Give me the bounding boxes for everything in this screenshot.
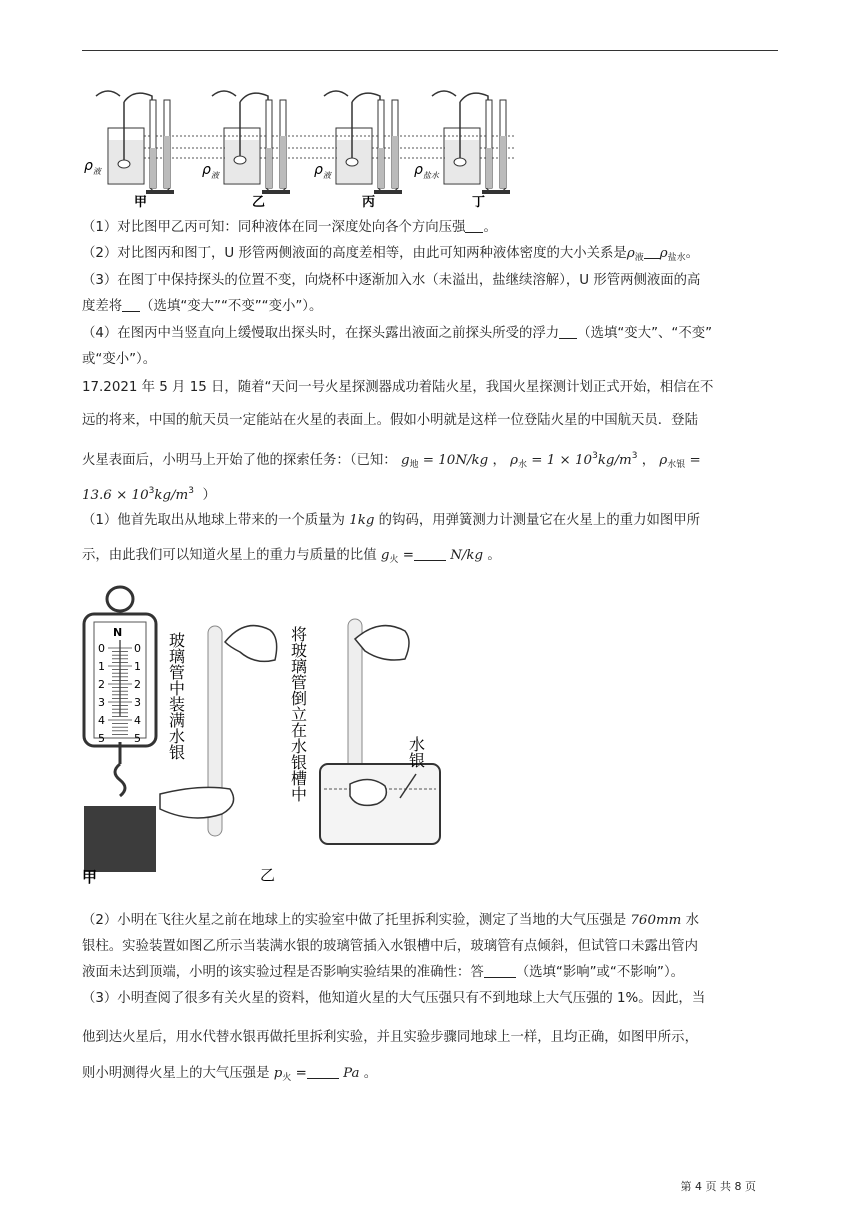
pressure-apparatus: [324, 91, 402, 194]
q17-sub1-line2: 示，由此我们可以知道火星上的重力与质量的比值 $g_火 = N/kg$ 。: [82, 548, 501, 565]
blank-q17-2[interactable]: [484, 963, 516, 978]
scale-tick-label-right: 3: [134, 696, 141, 709]
fig2-label-yi: 乙: [260, 866, 276, 884]
blank-q16-2[interactable]: [644, 244, 660, 259]
pressure-apparatus: [212, 91, 290, 194]
mercury-label: 水银: [406, 736, 426, 768]
blank-q17-1[interactable]: [414, 546, 446, 561]
fig1-rho-4: $\rho_{盐水}$: [414, 162, 439, 180]
q17-line4: $13.6 \times 10^3kg/m^3$ ）: [82, 486, 216, 503]
pressure-apparatus: [96, 91, 174, 194]
header-rule: [82, 50, 778, 51]
svg-text:N: N: [113, 626, 123, 639]
q16-part3-line1: （3）在图丁中保持探头的位置不变，向烧杯中逐渐加入水（未溢出，盐继续溶解），U 形管两侧液面的高: [82, 273, 701, 288]
scale-tick-label-left: 3: [98, 696, 105, 709]
scale-tick-label-left: 5: [98, 732, 105, 745]
q16-part4-line2: 或“变小”）。: [82, 352, 157, 367]
blank-q16-1[interactable]: [465, 218, 483, 233]
scale-tick-label-right: 5: [134, 732, 141, 745]
blank-q16-4[interactable]: [559, 324, 577, 339]
q17-line1: 17.2021 年 5 月 15 日，随着“天问一号火星探测器成功着陆火星，我国火星探测计划正式开始，相信在不: [82, 380, 714, 395]
fig1-rho-1: $\rho_液$: [84, 158, 101, 176]
pressure-experiment-figure: [84, 82, 524, 210]
mercury-trough: [320, 619, 440, 844]
fig1-label-ding: 丁: [472, 195, 486, 210]
scale-tick-label-right: 2: [134, 678, 141, 691]
fig2-label-jia: 甲: [82, 868, 98, 884]
q17-sub2-line2: 银柱。实验装置如图乙所示当装满水银的玻璃管插入水银槽中后，玻璃管有点倾斜，但试管口未露出管内: [82, 939, 698, 954]
q17-sub2-line3: 液面未达到顶端，小明的该实验过程是否影响实验结果的准确性：答 （选填“影响”或“不影响”）。: [82, 965, 685, 980]
fig1-rho-2: $\rho_液$: [202, 162, 219, 180]
q16-part1: （1）对比图甲乙丙可知：同种液体在同一深度处向各个方向压强 。: [82, 220, 497, 235]
scale-tick-label-left: 4: [98, 714, 105, 727]
spring-scale: [84, 587, 156, 872]
q17-line3: 火星表面后，小明马上开始了他的探索任务：（已知： $g_地 = 10N/kg$ ， $\rho_水 = 1 \times 10^3kg/m^3$ ， $\rho_{水银}$ =: [82, 451, 701, 470]
q17-sub3-line2: 他到达火星后，用水代替水银再做托里拆利实验，并且实验步骤同地球上一样，且均正确，如图甲所示，: [82, 1030, 698, 1045]
q17-line2: 远的将来，中国的航天员一定能站在火星的表面上。假如小明就是这样一位登陆火星的中国航天员．登陆: [82, 413, 698, 428]
torricelli-figure: [80, 584, 512, 884]
q17-sub3-line1: （3）小明查阅了很多有关火星的资料，他知道火星的大气压强只有不到地球上大气压强的 1%。因此，当: [82, 991, 706, 1006]
q16-part4-line1: （4）在图丙中当竖直向上缓慢取出探头时，在探头露出液面之前探头所受的浮力 （选填“变大”、“不变”: [82, 326, 713, 341]
fig1-rho-3: $\rho_液$: [314, 162, 331, 180]
q16-part2: （2）对比图丙和图丁，U 形管两侧液面的高度差相等，由此可知两种液体密度的大小关系是$\rho_液$ $\rho_{盐水}$。: [82, 246, 699, 263]
scale-tick-label-left: 0: [98, 642, 105, 655]
scale-tick-label-left: 2: [98, 678, 105, 691]
fig1-label-yi: 乙: [252, 195, 266, 210]
page-footer: 第 4 页 共 8 页: [680, 1180, 756, 1193]
scale-tick-label-right: 1: [134, 660, 141, 673]
fig1-label-bing: 丙: [362, 195, 376, 210]
q17-sub1-line1: （1）他首先取出从地球上带来的一个质量为 1kg 的钩码，用弹簧测力计测量它在火星上的重力如图甲所: [82, 513, 701, 528]
q17-sub3-line3: 则小明测得火星上的大气压强是 $p_火 = Pa$ 。: [82, 1066, 378, 1083]
vertical-text-1: 玻璃管中装满水银: [166, 632, 186, 760]
scale-tick-label-left: 1: [98, 660, 105, 673]
blank-q16-3[interactable]: [122, 297, 140, 312]
fig1-label-jia: 甲: [134, 195, 148, 210]
blank-q17-3[interactable]: [307, 1064, 339, 1079]
q17-sub2-line1: （2）小明在飞往火星之前在地球上的实验室中做了托里拆利实验，测定了当地的大气压强是 760mm 水: [82, 913, 700, 928]
vertical-text-2: 将玻璃管倒立在水银槽中: [288, 626, 308, 802]
scale-tick-label-right: 4: [134, 714, 141, 727]
pressure-apparatus: [432, 91, 510, 194]
q16-part3-line2: 度差将 （选填“变大”“不变”“变小”）。: [82, 299, 323, 314]
scale-tick-label-right: 0: [134, 642, 141, 655]
